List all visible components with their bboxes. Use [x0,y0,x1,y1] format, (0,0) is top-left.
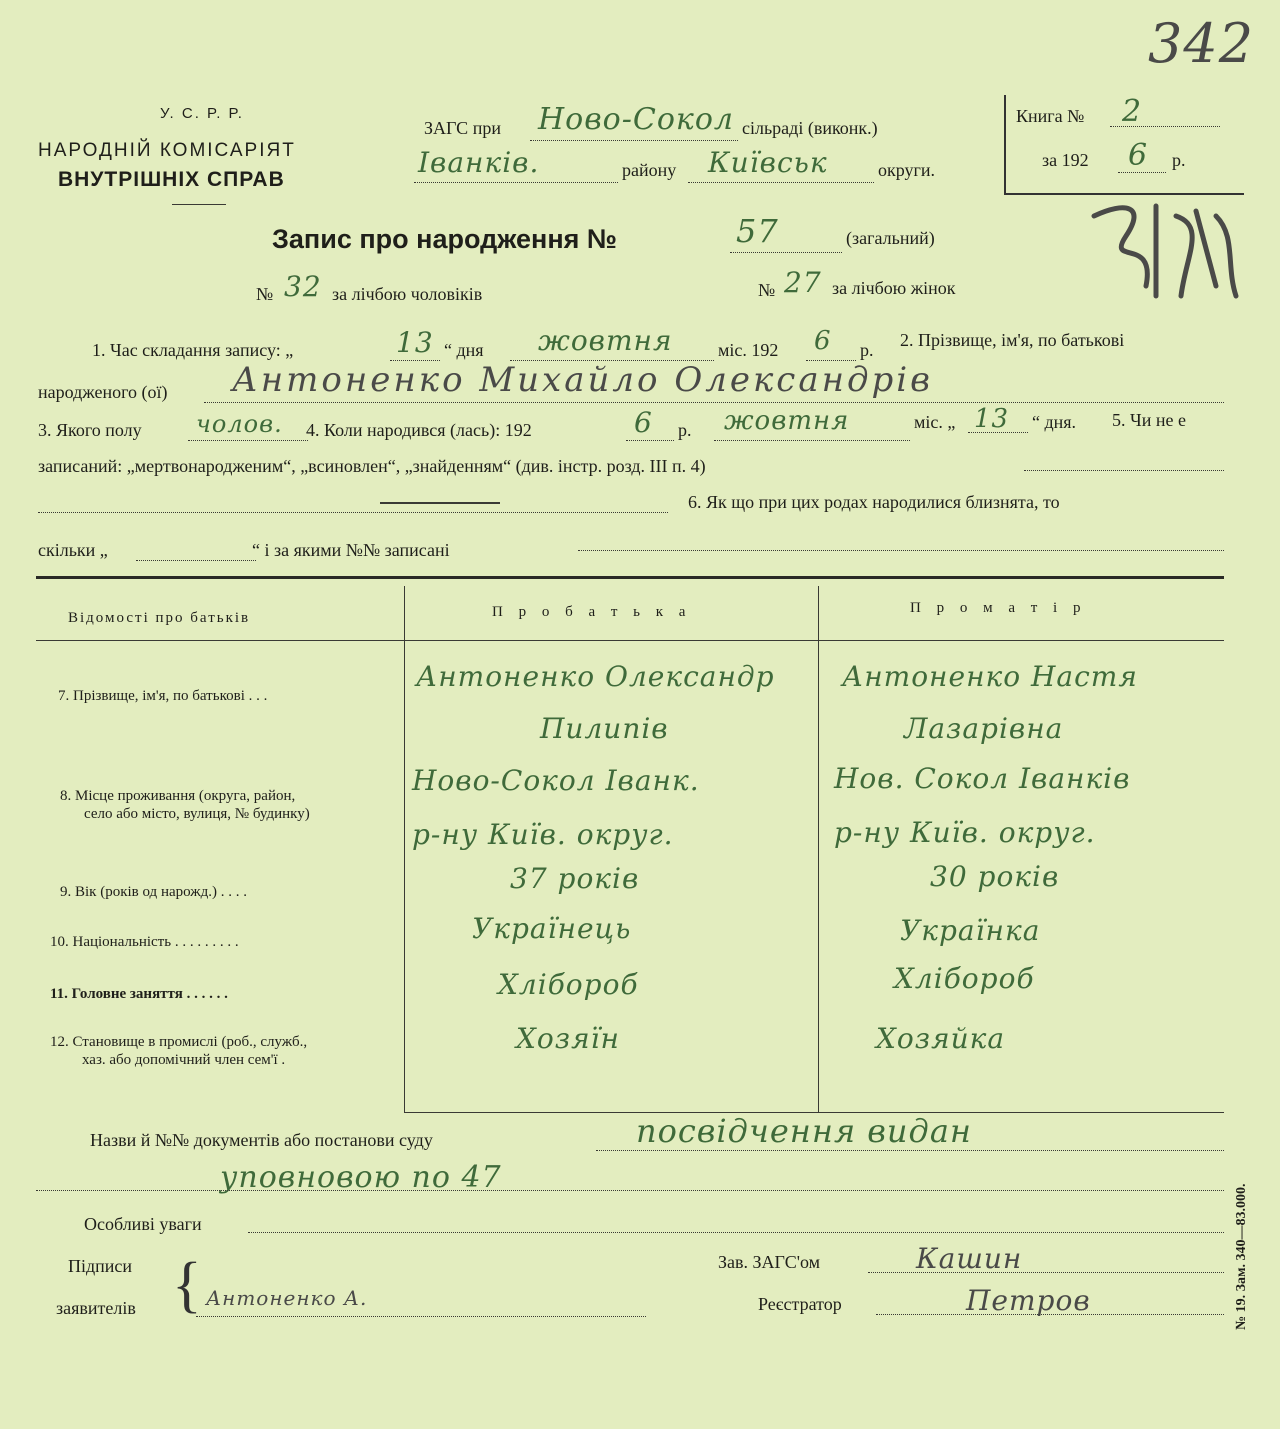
male-count-number: 32 [284,270,322,303]
table-divider-2 [818,586,819,1112]
field-1-year: 6 [814,326,832,356]
table-divider-1 [404,586,405,1112]
row-11-father: Хлібороб [498,968,639,1001]
book-year-prefix: за 192 [1042,150,1089,170]
commissariat-line-2: ВНУТРІШНІХ СПРАВ [58,168,285,191]
row-7-label: 7. Прізвище, ім'я, по батькові . . . [58,688,268,704]
commissariat-line-1: НАРОДНІЙ КОМІСАРІЯТ [38,140,296,161]
zags-village-line [530,140,738,141]
registrar-signature-line [876,1314,1224,1315]
book-year-suffix: р. [1172,150,1186,170]
field-1-day: 13 [396,326,434,359]
head-signature: Кашин [916,1242,1023,1275]
applicants-label-2: заявителів [56,1298,136,1318]
field-1-month-label: міс. 192 [718,340,779,360]
table-header-mother: П р о м а т і р [910,600,1087,616]
table-header-rule [36,640,1224,641]
field-4-year: 6 [634,406,653,439]
page-title: Запис про народження № [272,224,618,254]
documents-value-2: уповновою по 47 [220,1160,502,1195]
row-7-father-2: Пилипів [540,712,669,745]
row-7-father-1: Антоненко Олександр [416,660,775,693]
field-6-cont-a: скільки „ [38,540,108,560]
row-8-father-2: р-ну Київ. округ. [412,818,674,851]
applicant-signature: Антоненко А. [206,1286,368,1310]
corner-number: 342 [1148,12,1255,75]
record-general-label: (загальний) [846,228,935,248]
field-6-count-line [136,560,256,561]
male-count-prefix: № [256,284,274,304]
documents-value-1: посвідчення видан [636,1112,972,1150]
field-6-dash [380,502,500,504]
head-label: Зав. ЗАГС'ом [718,1252,820,1272]
field-1-label: 1. Час складання запису: „ [92,340,294,360]
row-10-label: 10. Національність . . . . . . . . . [50,934,239,950]
record-number-line [730,252,842,253]
field-6-blank-line [38,512,668,513]
applicants-label-1: Підписи [68,1256,133,1276]
brace-icon: { [172,1251,202,1319]
field-6-cont-b: “ і за якими №№ записані [252,540,450,560]
zags-district-label: району [622,160,677,180]
documents-line-1 [596,1150,1224,1151]
notes-line [248,1232,1224,1233]
row-7-mother-2: Лазарівна [904,712,1064,745]
female-count-number: 27 [784,266,822,299]
field-4-year-line [626,440,674,441]
field-2-cont: народженого (ої) [38,382,168,402]
row-9-father: 37 років [510,862,640,895]
zags-prefix: ЗАГС при [424,118,501,138]
book-year-line [1118,172,1166,173]
row-8-father-1: Ново-Сокол Іванк. [412,764,700,797]
field-4-month: жовтня [724,406,850,436]
field-4-day-line [968,432,1028,433]
field-3-value: чолов. [196,410,283,438]
signature-scribble-icon [1086,196,1246,320]
table-header-parents: Відомості про батьків [68,610,251,626]
head-signature-line [868,1272,1224,1273]
row-7-mother-1: Антоненко Настя [842,660,1138,693]
field-5-line [1024,470,1224,471]
table-top-rule [36,576,1224,579]
notes-label: Особливі уваги [84,1214,202,1234]
field-4-month-line [714,440,910,441]
book-label: Книга № [1016,106,1085,126]
registrar-signature: Петров [966,1284,1091,1317]
row-9-label: 9. Вік (років од нарожд.) . . . . [60,884,247,900]
field-5-cont: записаний: „мертвонародженим“, „всиновлен“, „знайденням“ (див. інстр. розд. III п. 4) [38,456,706,476]
field-2-label: 2. Прізвище, ім'я, по батькові [900,330,1125,350]
field-3-label: 3. Якого полу [38,420,142,440]
field-1-year-suffix: р. [860,340,874,360]
field-6-numbers-line [578,550,1224,551]
header-rule [172,204,226,205]
row-8-mother-2: р-ну Київ. округ. [834,816,1096,849]
field-4-month-label: міс. „ [914,412,956,432]
row-8-label-2: село або місто, вулиця, № будинку) [84,806,310,822]
field-4-year-suffix: р. [678,420,692,440]
row-12-father: Хозяїн [516,1022,620,1055]
row-10-mother: Українка [900,914,1041,947]
republic-label: У. С. Р. Р. [160,105,244,122]
record-number: 57 [736,212,779,250]
book-box-bottom [1004,193,1244,195]
zags-district-line [414,182,618,183]
zags-village: Ново-Сокол [538,102,734,137]
book-number-line [1110,126,1220,127]
side-print: № 19. Зам. 340—83.000. [1234,1183,1249,1330]
zags-suffix: сільраді (виконк.) [742,118,878,138]
zags-district: Іванків. [418,146,540,179]
field-1-month: жовтня [538,324,673,357]
field-4-day-suffix: “ дня. [1032,412,1077,432]
male-count-label: за лічбою чоловіків [332,284,483,304]
row-12-mother: Хозяйка [876,1022,1006,1055]
field-3-line [188,440,308,441]
field-2-value: Антоненко Михайло Олександрів [232,360,933,400]
field-4-label: 4. Коли народився (лась): 192 [306,420,532,440]
table-header-father: П р о б а т ь к а [492,604,692,620]
zags-okrug-label: округи. [878,160,936,180]
book-number: 2 [1122,94,1143,129]
row-10-father: Українець [472,912,632,945]
field-2-line [204,402,1224,403]
field-1-day-suffix: “ дня [444,340,484,360]
book-box-left [1004,95,1006,195]
female-count-prefix: № [758,280,776,300]
row-8-label-1: 8. Місце проживання (округа, район, [60,788,296,804]
field-5-label: 5. Чи не е [1112,410,1186,430]
field-6-label: 6. Як що при цих родах народилися близнята, то [688,492,1060,512]
row-8-mother-1: Нов. Сокол Іванків [834,762,1131,795]
documents-label: Назви й №№ документів або постанови суду [90,1130,433,1150]
row-12-label-2: хаз. або допомічний член сем'ї . [82,1052,286,1068]
row-12-label-1: 12. Становище в промислі (роб., служб., [50,1034,308,1050]
row-11-label: 11. Головне заняття . . . . . . [50,986,228,1002]
row-11-mother: Хлібороб [894,962,1035,995]
documents-line-2 [36,1190,1224,1191]
applicant-signature-line [196,1316,646,1317]
field-4-day: 13 [974,404,1010,434]
zags-okrug: Київськ [708,146,828,179]
row-9-mother: 30 років [930,860,1060,893]
zags-okrug-line [688,182,874,183]
book-year-digit: 6 [1128,138,1149,173]
female-count-label: за лічбою жінок [832,278,956,298]
registrar-label: Реєстратор [758,1294,842,1314]
